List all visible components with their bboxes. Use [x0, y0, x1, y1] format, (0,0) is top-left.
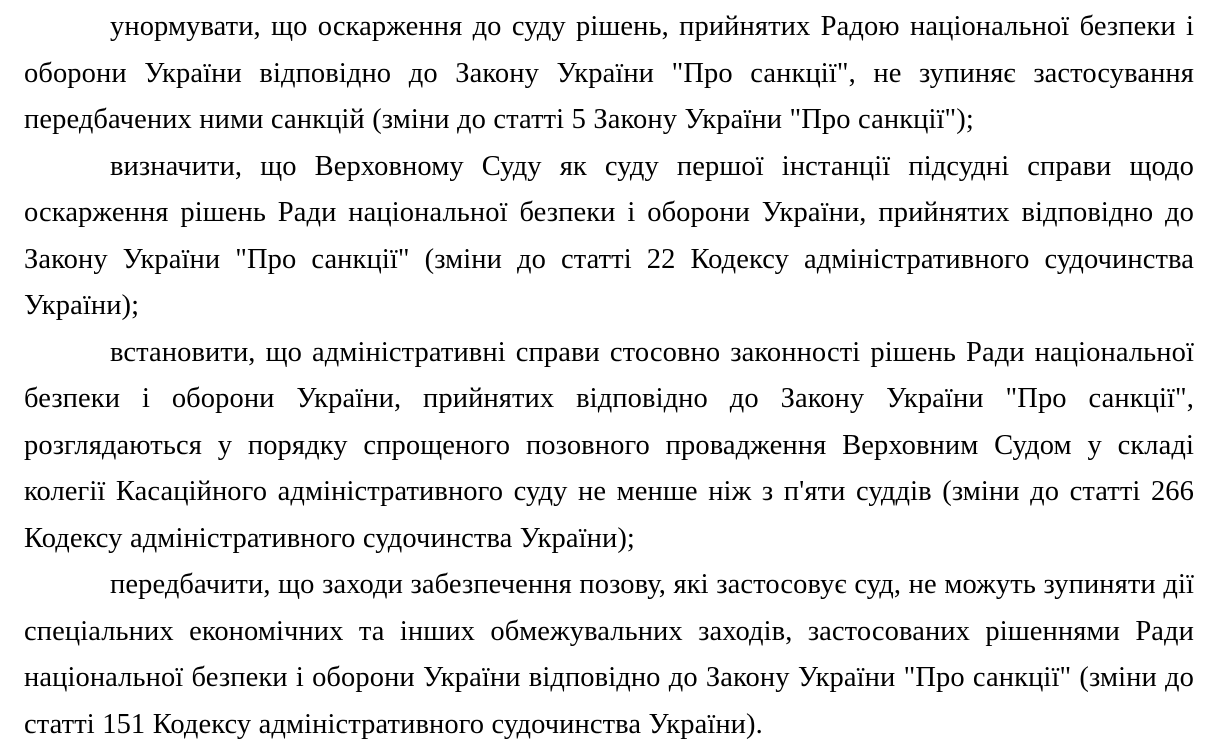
document-body [24, 4, 1194, 748]
paragraph: передбачити, що заходи забезпечення позову, які застосовує суд, не можуть зупиняти дії спеціальних економічних та інших обмежувальних заходів, застосованих рішеннями Ради національної безпеки і оборони України відповідно до Закону України "Про санкції" (зміни до статті 151 Кодексу адміністративного судочинства України). [24, 569, 1194, 740]
paragraph: встановити, що адміністративні справи стосовно законності рішень Ради національної безпеки і оборони України, прийнятих відповідно до Закону України "Про санкції", розглядаються у порядку спрощеного позовного провадження Верховним Судом у складі колегії Касаційного адміністративного суду не менше ніж з п'яти суддів (зміни до статті 266 Кодексу адміністративного судочинства України); [24, 336, 1194, 554]
paragraph: унормувати, що оскарження до суду рішень, прийнятих Радою національної безпеки і оборони України відповідно до Закону України "Про санкції", не зупиняє застосування передбачених ними санкцій (зміни до статті 5 Закону України "Про санкції"); [24, 11, 1194, 135]
paragraph: визначити, що Верховному Суду як суду першої інстанції підсудні справи щодо оскарження рішень Ради національної безпеки і оборони України, прийнятих відповідно до Закону України "Про санкції" (зміни до статті 22 Кодексу адміністративного судочинства України); [24, 150, 1194, 321]
